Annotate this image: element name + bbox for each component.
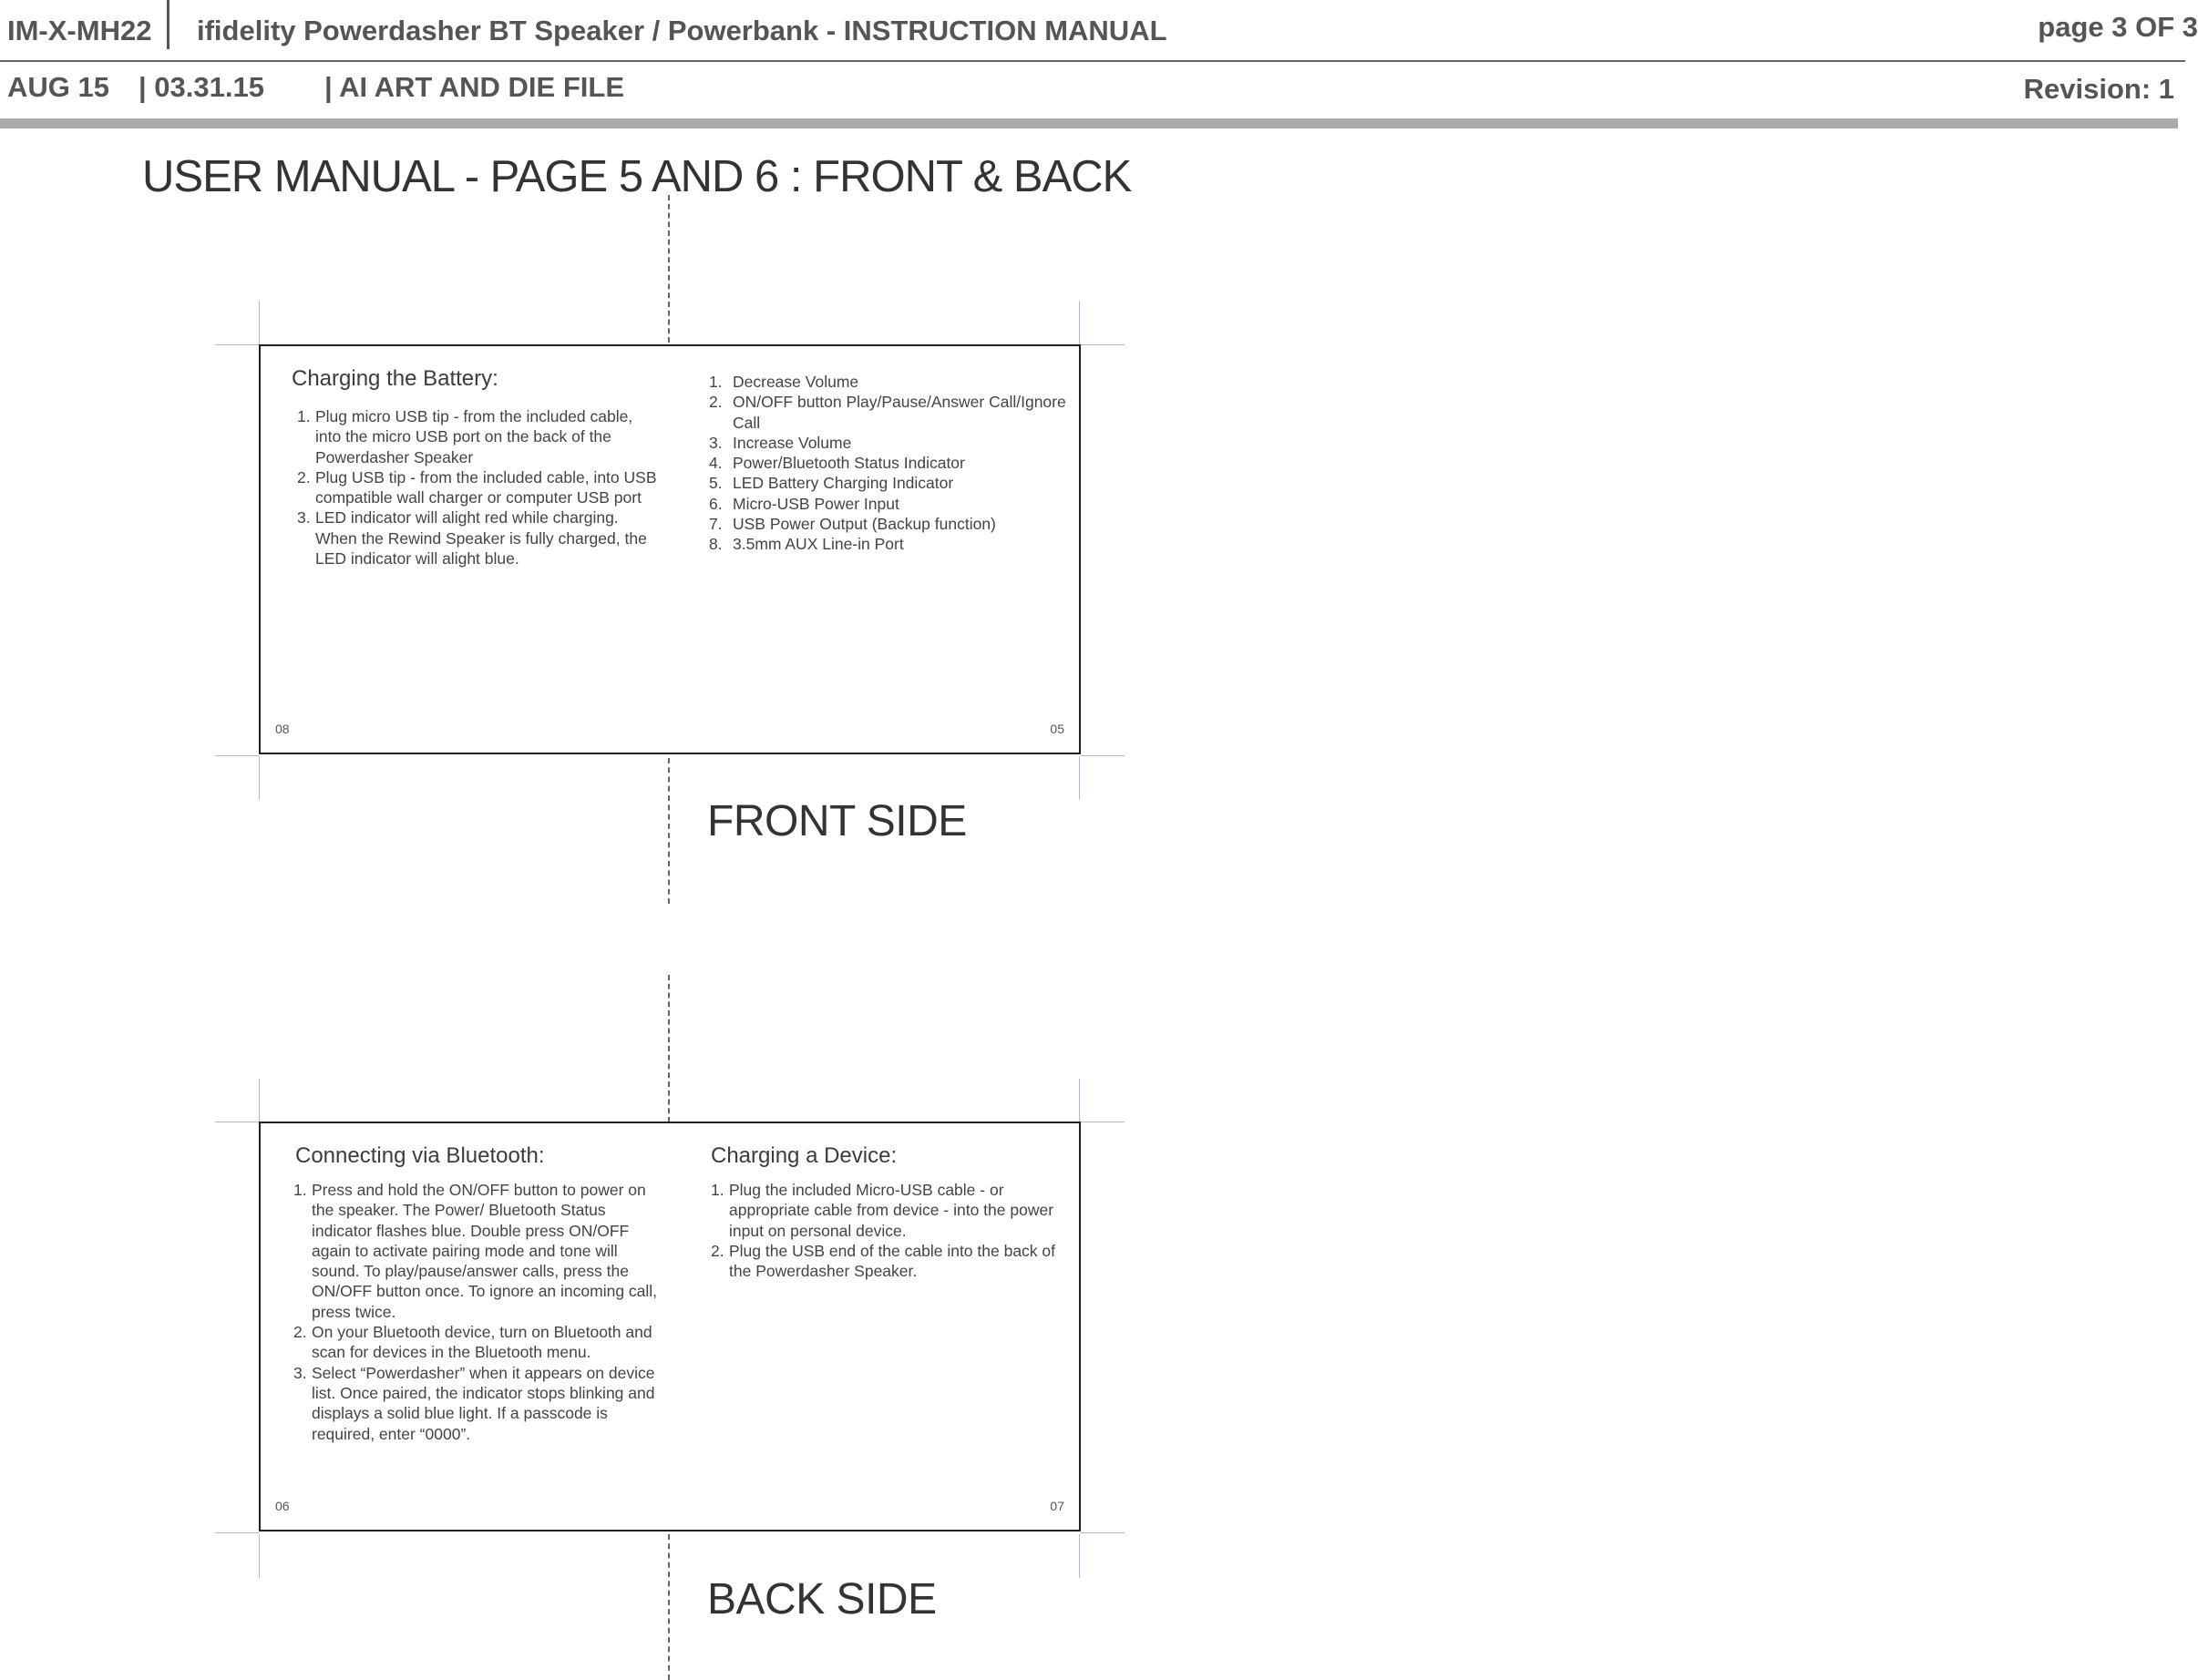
back-panel bbox=[259, 1122, 1081, 1531]
list-item-number: 3. bbox=[297, 508, 311, 528]
list-item bbox=[709, 453, 1073, 473]
revision-label: Revision: 1 bbox=[2023, 73, 2174, 105]
list-item bbox=[297, 467, 662, 508]
list-item-text: Micro-USB Power Input bbox=[733, 494, 899, 513]
controls-list bbox=[709, 372, 1073, 555]
page-number: page 3 OF 3 bbox=[2038, 11, 2198, 43]
crop-mark bbox=[1079, 301, 1080, 344]
crop-mark bbox=[1079, 1079, 1080, 1122]
crop-mark bbox=[1081, 755, 1125, 756]
list-item-text: Plug USB tip - from the included cable, into USB compatible wall charger or computer USB port bbox=[315, 467, 657, 507]
list-item-text: Decrease Volume bbox=[733, 373, 859, 391]
crop-mark bbox=[1081, 344, 1125, 345]
crop-mark bbox=[215, 1532, 259, 1533]
fold-guide bbox=[668, 758, 670, 904]
page-number-left: 08 bbox=[275, 722, 290, 736]
list-item-number: 4. bbox=[709, 454, 723, 473]
header-rule bbox=[0, 60, 2185, 62]
crop-mark bbox=[259, 756, 260, 800]
list-item-text: Plug the USB end of the cable into the back of the Powerdasher Speaker. bbox=[729, 1241, 1056, 1281]
list-item-number: 3. bbox=[709, 433, 723, 452]
crop-mark bbox=[215, 344, 259, 345]
list-item bbox=[711, 1241, 1075, 1282]
list-item-text: Increase Volume bbox=[733, 433, 852, 452]
list-item-text: Press and hold the ON/OFF button to power on the speaker. The Power/ Bluetooth Status indicator flashes blue. Double press ON/OFF again to activate pairing mode and tone will sound. To play/pause/answer calls, press the ON/OFF button once. To ignore an incoming call, press twice. bbox=[312, 1181, 658, 1321]
crop-mark bbox=[1081, 1532, 1125, 1533]
list-item bbox=[297, 406, 662, 467]
fold-guide bbox=[668, 975, 670, 1122]
page-title: USER MANUAL - PAGE 5 AND 6 : FRONT & BACK bbox=[142, 152, 1132, 201]
list-item-number: 2. bbox=[709, 393, 723, 412]
list-item bbox=[293, 1322, 658, 1363]
list-item-number: 6. bbox=[709, 494, 723, 513]
list-item-text: LED Battery Charging Indicator bbox=[733, 474, 954, 493]
list-item-text: LED indicator will alight red while charging. When the Rewind Speaker is fully charged, the LED indicator will alight blue. bbox=[315, 508, 647, 569]
crop-mark bbox=[1079, 756, 1080, 800]
fold-guide bbox=[668, 1534, 670, 1680]
crop-mark bbox=[215, 755, 259, 756]
back-side-label: BACK SIDE bbox=[707, 1575, 937, 1624]
crop-mark bbox=[259, 1534, 260, 1578]
date-full: | 03.31.15 bbox=[139, 71, 264, 103]
list-item bbox=[709, 392, 1073, 433]
crop-mark bbox=[259, 301, 260, 344]
crop-mark bbox=[259, 1079, 260, 1122]
list-item bbox=[709, 473, 1073, 493]
list-item-number: 1. bbox=[711, 1181, 724, 1199]
charging-device-list bbox=[711, 1180, 1075, 1281]
list-item bbox=[293, 1180, 658, 1322]
list-item bbox=[293, 1363, 658, 1444]
charging-battery-heading: Charging the Battery: bbox=[292, 366, 498, 391]
list-item-number: 1. bbox=[297, 407, 311, 425]
charging-battery-list bbox=[297, 406, 662, 569]
list-item bbox=[709, 372, 1073, 392]
list-item-text: Power/Bluetooth Status Indicator bbox=[733, 454, 965, 473]
bluetooth-list bbox=[293, 1180, 658, 1444]
list-item-number: 2. bbox=[711, 1241, 724, 1260]
list-item-text: 3.5mm AUX Line-in Port bbox=[733, 535, 904, 554]
list-item-text: On your Bluetooth device, turn on Bluetooth and scan for devices in the Bluetooth menu. bbox=[312, 1323, 652, 1362]
list-item-number: 5. bbox=[709, 474, 723, 493]
charging-device-heading: Charging a Device: bbox=[711, 1143, 898, 1168]
list-item-text: Plug micro USB tip - from the included cable, into the micro USB port on the back of the Powerdasher Speaker bbox=[315, 407, 633, 466]
page-number-left: 06 bbox=[275, 1499, 290, 1513]
list-item bbox=[709, 494, 1073, 514]
list-item bbox=[709, 534, 1073, 554]
list-item-number: 7. bbox=[709, 515, 723, 534]
front-side-label: FRONT SIDE bbox=[707, 797, 967, 845]
document-code: IM-X-MH22 bbox=[7, 15, 152, 46]
crop-mark bbox=[1079, 1534, 1080, 1578]
list-item bbox=[297, 507, 662, 569]
list-item-text: Select “Powerdasher” when it appears on device list. Once paired, the indicator stops blinking and displays a solid blue light. If a passcode is required, enter “0000”. bbox=[312, 1363, 655, 1443]
date-month: AUG 15 bbox=[7, 71, 109, 103]
list-item-text: Plug the included Micro-USB cable - or appropriate cable from device - into the power input on personal device. bbox=[729, 1181, 1054, 1240]
list-item-number: 8. bbox=[709, 535, 723, 554]
bluetooth-heading: Connecting via Bluetooth: bbox=[295, 1143, 545, 1168]
document-title: ifidelity Powerdasher BT Speaker / Powerbank - INSTRUCTION MANUAL bbox=[197, 15, 1167, 46]
header-thick-rule bbox=[0, 118, 2178, 128]
fold-guide bbox=[668, 195, 670, 343]
page-number-right: 05 bbox=[1050, 722, 1064, 736]
header-separator bbox=[167, 0, 169, 49]
list-item-number: 2. bbox=[293, 1323, 307, 1342]
page-number-right: 07 bbox=[1050, 1499, 1064, 1513]
list-item-number: 3. bbox=[293, 1363, 307, 1382]
list-item-text: USB Power Output (Backup function) bbox=[733, 515, 996, 534]
list-item-number: 2. bbox=[297, 467, 311, 487]
list-item bbox=[709, 514, 1073, 534]
list-item bbox=[711, 1180, 1075, 1241]
list-item-text: ON/OFF button Play/Pause/Answer Call/Ignore Call bbox=[733, 393, 1066, 432]
front-panel bbox=[259, 344, 1081, 754]
file-label: | AI ART AND DIE FILE bbox=[324, 71, 624, 103]
list-item-number: 1. bbox=[293, 1181, 307, 1199]
list-item-number: 1. bbox=[709, 373, 723, 391]
list-item bbox=[709, 433, 1073, 453]
